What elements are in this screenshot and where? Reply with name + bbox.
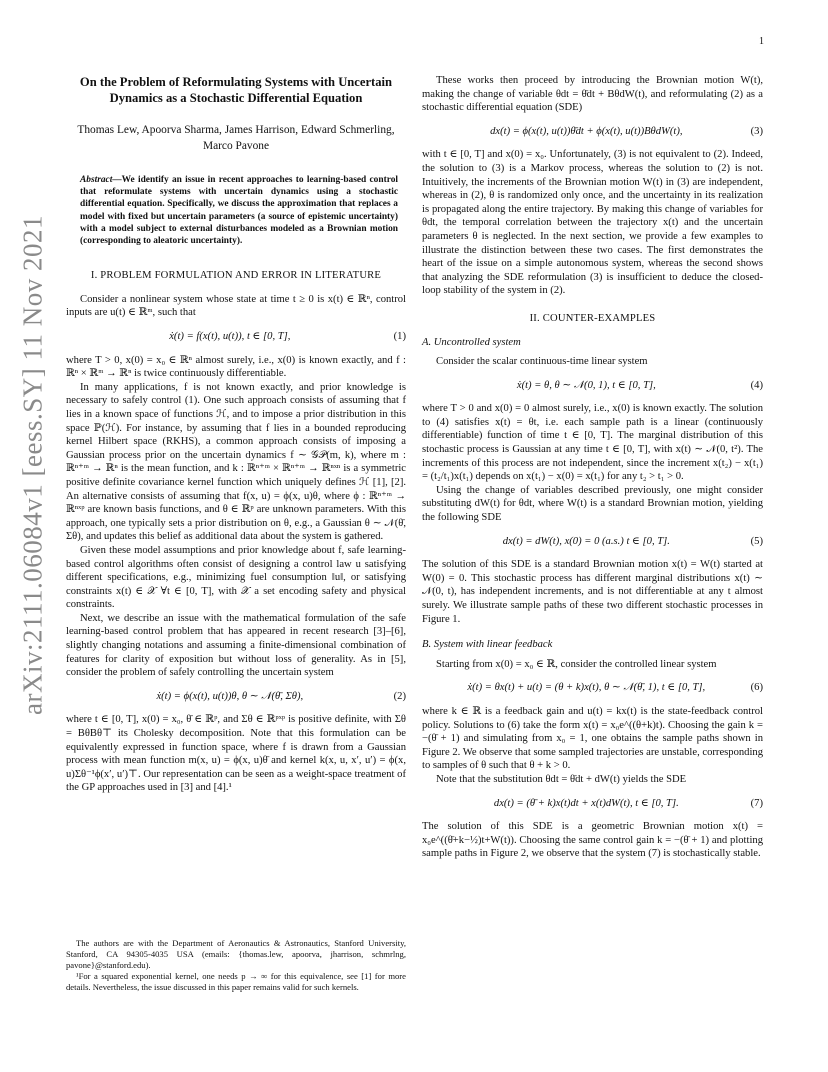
- equation-body: ẋ(t) = ϕ(x(t), u(t))θ, θ ∼ 𝒩(θ̄, Σθ),: [156, 690, 304, 702]
- equation-number: (5): [750, 535, 763, 547]
- arxiv-id: arXiv:2111.06084v1 [eess.SY] 11 Nov 2021: [17, 215, 48, 715]
- equation-number: (1): [393, 331, 406, 342]
- section-heading-1: I. PROBLEM FORMULATION AND ERROR IN LITERATURE: [90, 270, 382, 282]
- equation-7: [422, 797, 763, 811]
- abstract: [80, 174, 398, 247]
- equation-body: dx(t) = (θ̄ + k)x(t)dt + x(t)dW(t), t ∈ [0, T].: [493, 797, 679, 809]
- arxiv-stamp: [8, 215, 58, 715]
- paragraph: with t ∈ [0, T] and x(0) = x₀. Unfortunately, (3) is not equivalent to (2). Indeed, the solution to (3) is a Markov process, whereas the solution to (2) is not. Intuitively, the increments of the Brownian motion W(t) in (3) are independent, whereas in (2), θ is randomized only once, and the uncertainty in its realization is propagated along the entire trajectory. By making this change of variables for θdt, the temporal correlation between the trajectory x(t) and the uncertain parameters θ is neglected. In the next section, we provide a few examples to illustrate the distinction between these two cases. The first demonstrates the heart of the issue on a simple autonomous system, whereas the second shows that analyzing the SDE reformulation (3) is insufficient to deduce the closed-loop stability of the system in (2).: [422, 149, 763, 297]
- equation-4: [422, 379, 763, 393]
- footnote-affiliation: The authors are with the Department of Aeronautics & Astronautics, Stanford University, Stanford, CA 94305-4035 USA (emails: {thomas.lew, apoorva, jharrison, schmrlng, pavone}@stanford.edu).: [66, 938, 406, 970]
- paragraph: Next, we describe an issue with the mathematical formulation of the safe learning-based control problem that has appeared in recent research [3]–[6], slightly changing notations and assuming a finite-dimensional combination of features for clarity of exposition but without loss of generality. As in [5], consider the problem of safely controlling the uncertain system: [66, 612, 406, 679]
- equation-body: dx(t) = dW(t), x(0) = 0 (a.s.) t ∈ [0, T].: [502, 535, 670, 547]
- equation-number: (7): [750, 797, 763, 809]
- equation-body: ẋ(t) = θ, θ ∼ 𝒩(0, 1), t ∈ [0, T],: [516, 379, 656, 391]
- abstract-label: Abstract: [80, 175, 113, 185]
- paragraph: In many applications, f is not known exactly, and prior knowledge is necessary to safely control (1). One such approach consists of assuming that f lies in a known space of functions ℋ, and to impose a prior distribution in this space ℙ(ℋ). For instance, by assuming that f lies in a bounded reproducing kernel Hilbert space (RKHS), a common approach consists of imposing a Gaussian process prior on the uncertain dynamics f ∼ 𝒢𝒫(m, k), where m : ℝⁿ⁺ᵐ → ℝⁿ is the mean function, and k : ℝⁿ⁺ᵐ × ℝⁿ⁺ᵐ → ℝⁿˣⁿ is a symmetric positive definite covariance kernel function which uniquely defines ℋ [1], [2]. An alternative consists of assuming that f(x, u) = ϕ(x, u)θ, where ϕ : ℝⁿ⁺ᵐ → ℝⁿˣᵖ are known basis functions, and θ ∈ ℝᵖ are unknown parameters. With this approach, one typically sets a prior distribution on θ, e.g., a Gaussian θ ∼ 𝒩(θ̄, Σθ), and updates this belief as additional data about the system is gathered.: [66, 381, 406, 543]
- subsection-b: B. System with linear feedback: [422, 639, 553, 651]
- equation-5: [422, 535, 763, 549]
- paragraph: where k ∈ ℝ is a feedback gain and u(t) = kx(t) is the state-feedback control policy. Solutions to (6) take the form x(t) = x₀e^((θ+k)t). Choosing the gain k = −(θ̄ + 1) and simulating from x₀ = 1, one obtains the sample paths shown in Figure 2. We observe that some sampled trajectories are unstable, corresponding to samples of θ such that θ + k > 0.: [422, 705, 763, 772]
- equation-body: ẋ(t) = θx(t) + u(t) = (θ + k)x(t), θ ∼ 𝒩(θ̄, 1), t ∈ [0, T],: [467, 682, 706, 694]
- equation-3: [422, 125, 763, 139]
- paragraph: Starting from x(0) = x₀ ∈ ℝ, consider the controlled linear system: [436, 658, 717, 670]
- equation-number: (2): [393, 690, 406, 702]
- author-list: Thomas Lew, Apoorva Sharma, James Harrison, Edward Schmerling, Marco Pavone: [77, 124, 395, 152]
- equation-2: [66, 690, 406, 704]
- paragraph: where t ∈ [0, T], x(0) = x₀, θ̄ ∈ ℝᵖ, and Σθ ∈ ℝᵖˣᵖ is positive definite, with Σθ = BθBθ⊤ its Cholesky decomposition. Note that this formulation can be equivalently expressed in function space, where f is drawn from a Gaussian process with mean function m(x, u) = ϕ(x, u)θ̄ and kernel k(x, u, x′, u′) = ϕ(x, u)Σθ⁻¹ϕ(x′, u′)⊤. Our representation can be seen as a weight-space treatment of the GP approaches used in [3] and [4].¹: [66, 714, 406, 794]
- footnotes: [66, 938, 406, 993]
- equation-number: (3): [750, 125, 763, 137]
- paragraph: Consider the scalar continuous-time linear system: [436, 356, 648, 368]
- footnote-1: ¹For a squared exponential kernel, one needs p → ∞ for this equivalence, see [1] for more details. Nevertheless, the issue discussed in this paper remains valid for such kernels.: [66, 971, 406, 992]
- paragraph: where T > 0 and x(0) = 0 almost surely, i.e., x(0) is known exactly. The solution to (4) satisfies x(t) = θt, i.e. each sample path is a linear (continuously differentiable) function of time t ∈ [0, T]. The marginal distribution of this stochastic process is Gaussian at any time t ∈ [0, T], with x(t) ∼ 𝒩(0, t²). The increments of this process are not independent, since the increment x(t₂) − x(t₁) = (t₂/t₁)x(t₁) depends on x(t₁) − x(0) = x(t₁) for any t₂ > t₁ > 0.: [422, 403, 763, 483]
- page-number: 1: [759, 36, 764, 47]
- abstract-text: —We identify an issue in recent approaches to learning-based control that reformulate systems with uncertain dynamics using a stochastic differential equation. Specifically, we discuss the approximation that replaces a model with fixed but uncertain parameters (a source of epistemic uncertainty) with a model subject to external disturbances modeled as a Brownian motion (corresponding to aleatoric uncertainty).: [80, 175, 398, 247]
- right-column: [422, 74, 763, 861]
- paragraph: Consider a nonlinear system whose state at time t ≥ 0 is x(t) ∈ ℝⁿ, control inputs are u(t) ∈ ℝᵐ, such that: [66, 293, 406, 319]
- paragraph: The solution of this SDE is a geometric Brownian motion x(t) = x₀e^((θ̄+k−½)t+W(t)). Choosing the same control gain k = −(θ̄ + 1) and plotting sample paths in Figure 2, we observe that the system (7) is stochastically stable.: [422, 821, 763, 860]
- equation-number: (4): [750, 379, 763, 391]
- paragraph: The solution of this SDE is a standard Brownian motion x(t) = W(t) started at W(0) = 0. This stochastic process has different marginal distributions x(t) ∼ 𝒩(0, t), has independent increments, and is not differentiable at any t almost surely. We illustrate sample paths of these two different stochastic processes in Figure 1.: [422, 559, 763, 625]
- paragraph: Given these model assumptions and prior knowledge about f, safe learning-based control algorithms often consist of designing a control law u satisfying different specifications, e.g., minimizing fuel consumption ‖u‖, or satisfying constraints x(t) ∈ 𝒳 ∀t ∈ [0, T], with 𝒳 a set encoding safety and physical constraints.: [66, 544, 406, 611]
- paper-title: On the Problem of Reformulating Systems with Uncertain Dynamics as a Stochastic Differential Equation: [79, 75, 393, 105]
- section-heading-2: II. COUNTER-EXAMPLES: [529, 312, 656, 324]
- paragraph: These works then proceed by introducing the Brownian motion W(t), making the change of variable θdt = θ̄dt + BθdW(t), and reformulating (2) as a stochastic differential equation (SDE): [422, 75, 763, 114]
- paragraph: Using the change of variables described previously, one might consider substituting dW(t) for θdt, where W(t) is a standard Brownian motion, yielding the following SDE: [422, 484, 763, 524]
- equation-6: [422, 681, 763, 695]
- subsection-a: A. Uncontrolled system: [422, 336, 521, 348]
- equation-number: (6): [750, 682, 763, 694]
- equation-body: dx(t) = ϕ(x(t), u(t))θ̄dt + ϕ(x(t), u(t))BθdW(t),: [490, 125, 683, 137]
- equation-1: [66, 330, 406, 344]
- paragraph: Note that the substitution θdt = θ̄dt + dW(t) yields the SDE: [436, 773, 687, 785]
- left-column: [66, 74, 406, 795]
- equation-body: ẋ(t) = f(x(t), u(t)), t ∈ [0, T],: [169, 331, 291, 342]
- paragraph: where T > 0, x(0) = x₀ ∈ ℝⁿ almost surely, i.e., x(0) is known exactly, and f : ℝⁿ × ℝᵐ → ℝⁿ is twice continuously differentiable.: [66, 354, 406, 380]
